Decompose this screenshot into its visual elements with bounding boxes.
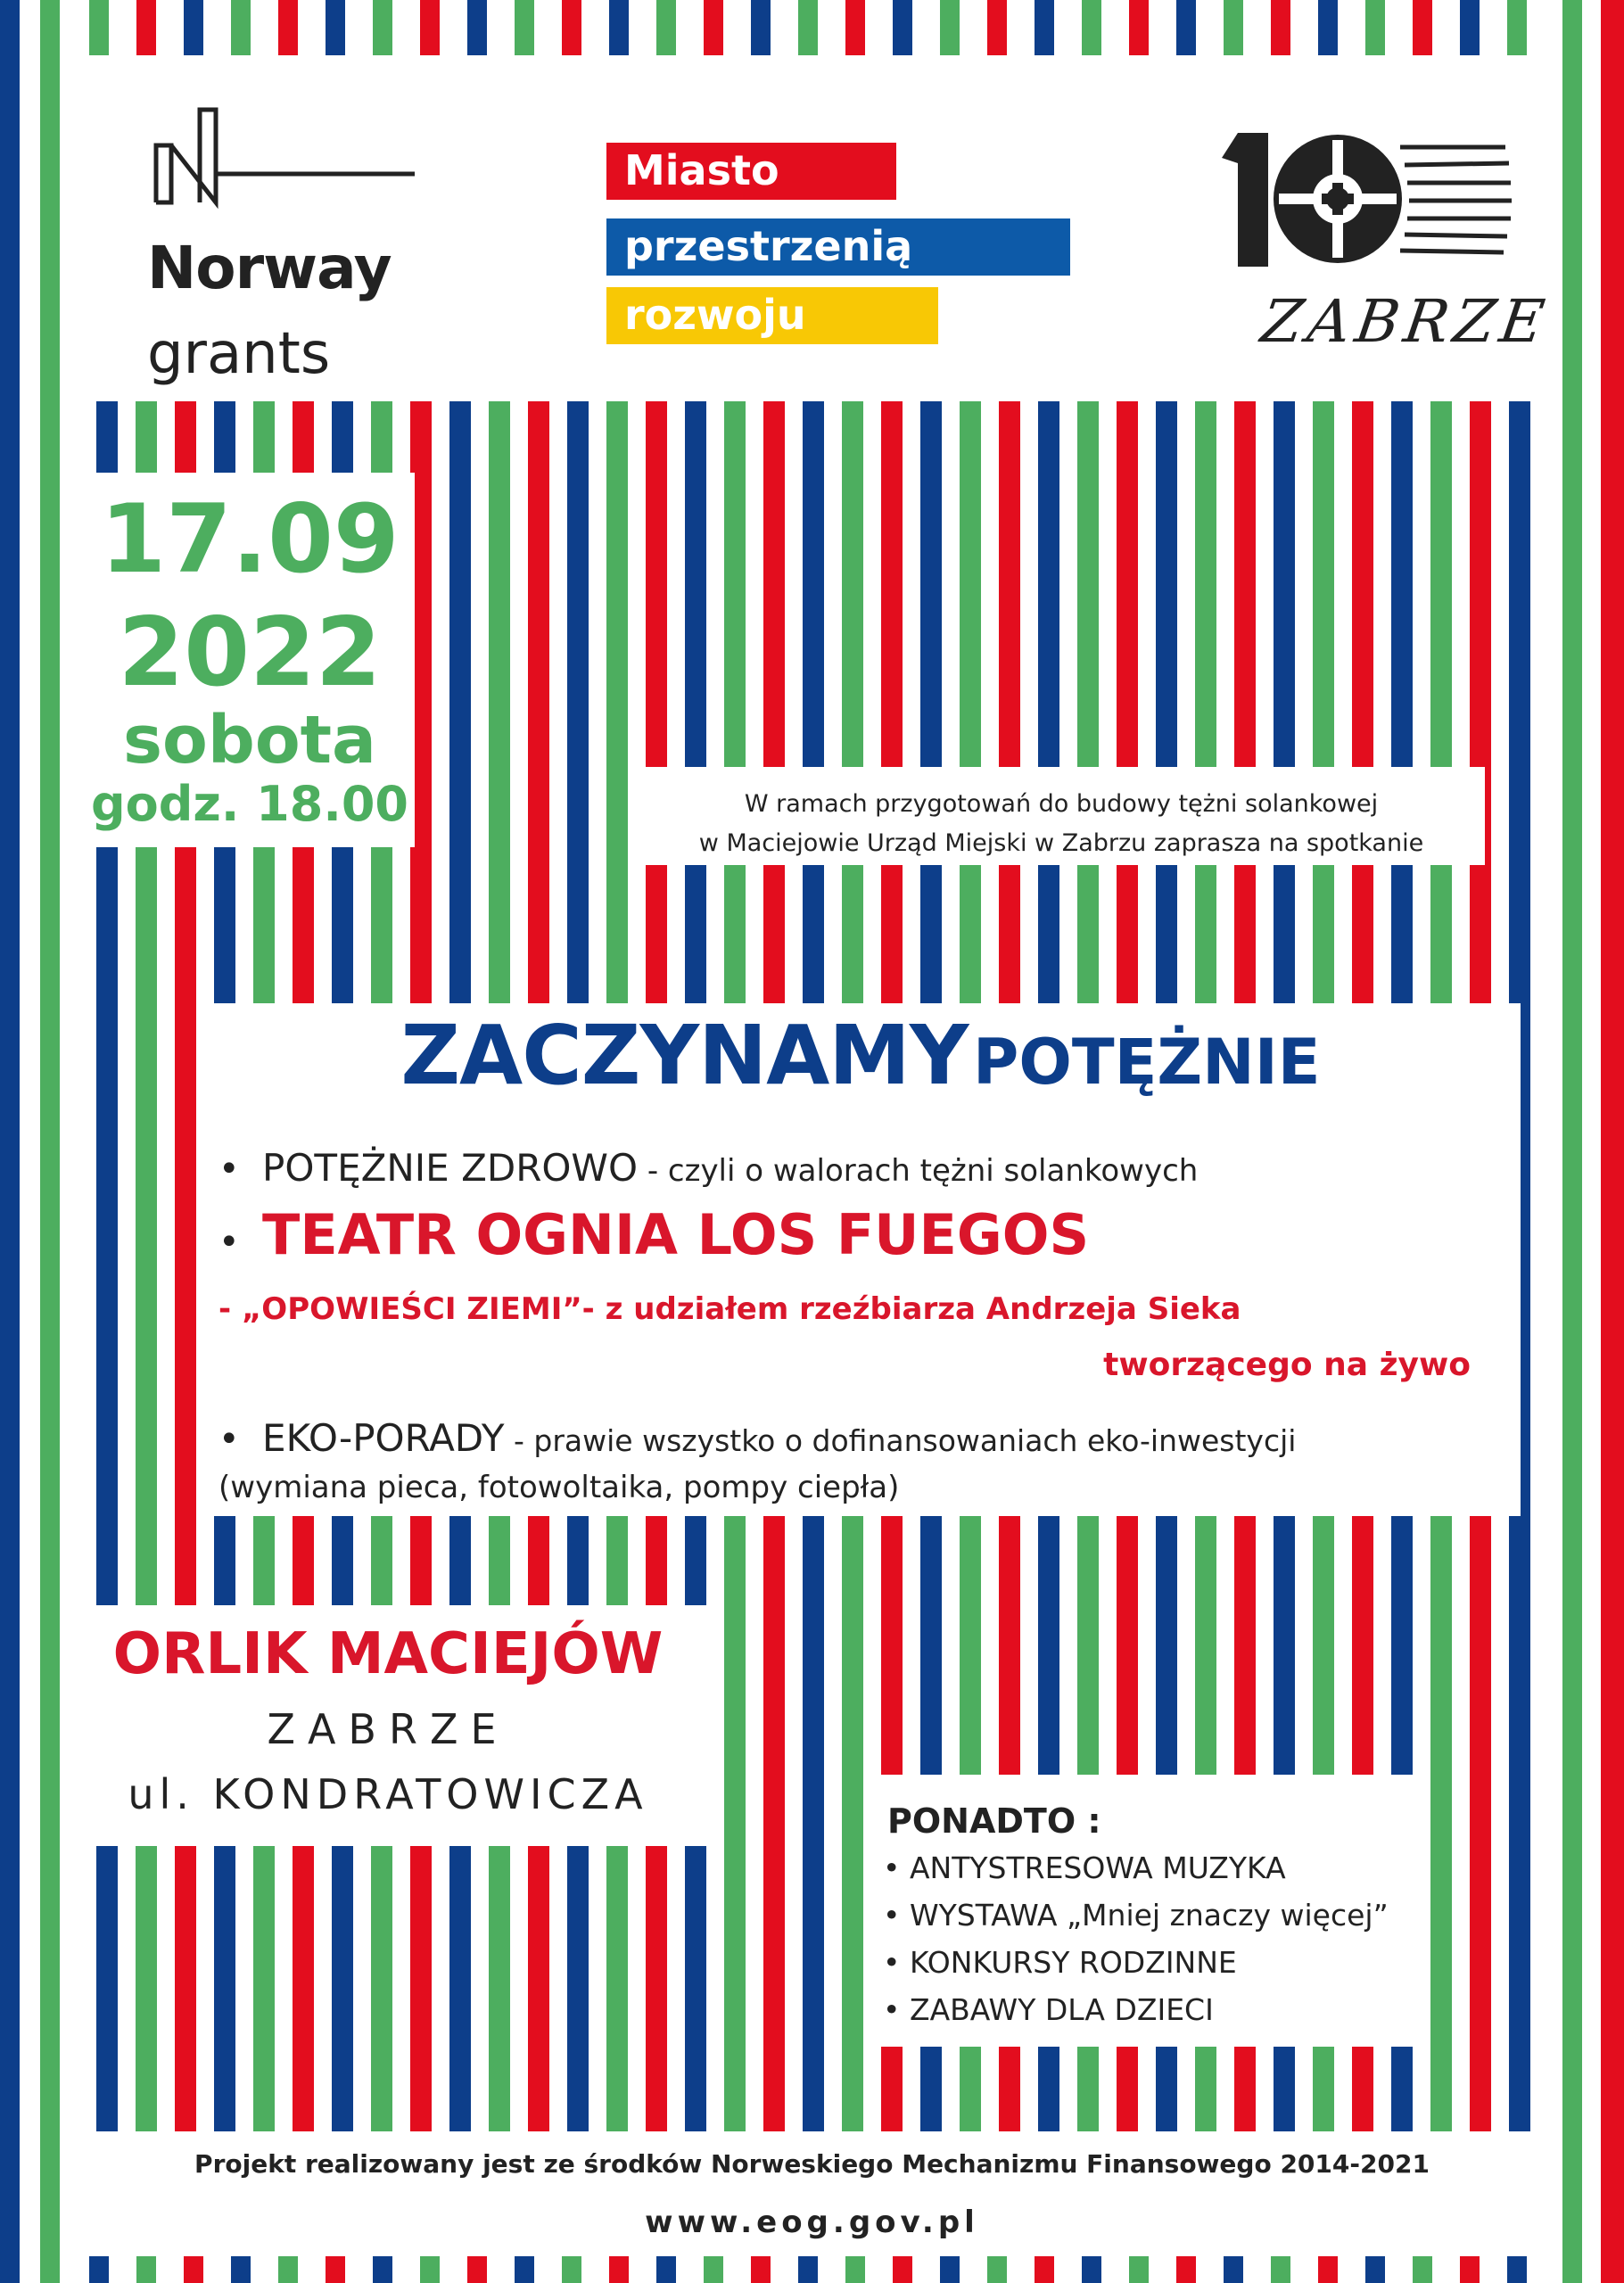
stripe: [1601, 0, 1624, 2283]
extras-item: • ANTYSTRESOWA MUZYKA: [883, 1850, 1286, 1885]
miasto-badge-line1: Miasto: [606, 143, 896, 200]
headline: [232, 1008, 1489, 1103]
program-item-3: [218, 1416, 1296, 1460]
program-item-1-desc: - czyli o walorach tężni solankowych: [638, 1153, 1199, 1189]
stripe: [845, 2256, 865, 2283]
extras-title: PONADTO :: [887, 1801, 1101, 1841]
stripe: [1035, 0, 1054, 55]
stripe: [326, 0, 345, 55]
stripe: [893, 0, 912, 55]
stripe: [1365, 0, 1385, 55]
bullet-dot-icon: •: [218, 1419, 263, 1460]
bullet-dot-icon: •: [218, 1149, 263, 1190]
funding-note: Projekt realizowany jest ze środków Norweskiego Mechanizmu Finansowego 2014-2021: [194, 2149, 1430, 2179]
stripe: [467, 0, 487, 55]
stripe: [1271, 2256, 1290, 2283]
headline-part1: ZACZYNAMY: [400, 1008, 969, 1103]
venue-city: ZABRZE: [267, 1705, 509, 1753]
stripe: [987, 0, 1007, 55]
extras-item-label: KONKURSY RODZINNE: [909, 1945, 1237, 1980]
zabrze-handwritten-text: ZABRZE: [1257, 287, 1554, 356]
stripe: [420, 0, 440, 55]
stripe: [373, 0, 392, 55]
stripe: [1413, 2256, 1432, 2283]
website-link[interactable]: www.eog.gov.pl: [645, 2205, 979, 2240]
stripe: [1460, 0, 1480, 55]
stripe: [515, 2256, 534, 2283]
stripe: [184, 0, 203, 55]
stripe: [420, 2256, 440, 2283]
stripe: [1318, 0, 1338, 55]
stripe: [1224, 0, 1243, 55]
stripe: [893, 2256, 912, 2283]
stripe: [987, 2256, 1007, 2283]
stripe: [609, 0, 629, 55]
stripe: [940, 2256, 960, 2283]
stripe: [1129, 2256, 1149, 2283]
stripe: [751, 2256, 771, 2283]
stripe: [1562, 0, 1582, 2283]
event-year: 2022: [118, 598, 382, 707]
headline-part2: POTĘŻNIE: [973, 1026, 1321, 1099]
stripe: [89, 0, 109, 55]
event-weekday: sobota: [122, 702, 376, 779]
program-item-1: [218, 1146, 1198, 1190]
stripe: [1507, 2256, 1527, 2283]
stripe: [231, 0, 251, 55]
stripe: [1460, 2256, 1480, 2283]
program-item-3-title: EKO-PORADY: [262, 1416, 505, 1460]
stripe: [0, 0, 20, 2283]
stripe: [562, 0, 581, 55]
intro-text: [655, 785, 1467, 863]
program-item-2: [218, 1202, 1089, 1267]
stripe: [1082, 2256, 1101, 2283]
stripe: [798, 2256, 818, 2283]
extras-item-label: WYSTAWA „Mniej znaczy więcej”: [909, 1898, 1389, 1933]
program-item-2-sub2: tworzącego na żywo: [1103, 1347, 1471, 1383]
stripe: [373, 2256, 392, 2283]
stripe: [656, 0, 676, 55]
stripe: [231, 2256, 251, 2283]
stripe: [562, 2256, 581, 2283]
program-item-3-desc2: (wymiana pieca, fotowoltaika, pompy ciepła): [218, 1470, 900, 1505]
miasto-badge-line3: rozwoju: [606, 287, 938, 344]
stripe: [515, 0, 534, 55]
stripe: [1176, 2256, 1196, 2283]
event-date: 17.09: [100, 484, 400, 594]
event-time: godz. 18.00: [91, 776, 408, 832]
stripe: [609, 2256, 629, 2283]
stripe: [1176, 0, 1196, 55]
venue-street: ul. KONDRATOWICZA: [128, 1770, 648, 1818]
stripe: [704, 2256, 723, 2283]
extras-item: • WYSTAWA „Mniej znaczy więcej”: [883, 1898, 1389, 1933]
program-item-1-title: POTĘŻNIE ZDROWO: [262, 1146, 639, 1190]
stripe: [467, 2256, 487, 2283]
stripe: [1413, 0, 1432, 55]
stripe: [278, 0, 298, 55]
stripe: [326, 2256, 345, 2283]
stripe: [656, 2256, 676, 2283]
stripe: [1035, 2256, 1054, 2283]
stripe: [40, 0, 60, 2283]
program-item-2-title: TEATR OGNIA LOS FUEGOS: [262, 1202, 1090, 1267]
stripe: [89, 2256, 109, 2283]
extras-item-label: ANTYSTRESOWA MUZYKA: [909, 1850, 1286, 1885]
stripe: [1224, 2256, 1243, 2283]
stripe: [1082, 0, 1101, 55]
bullet-dot-icon: •: [218, 1222, 263, 1263]
grants-logo-text: grants: [147, 321, 331, 387]
stripe: [940, 0, 960, 55]
extras-item: • KONKURSY RODZINNE: [883, 1945, 1237, 1980]
stripe: [751, 0, 771, 55]
stripe: [845, 0, 865, 55]
intro-line-2: w Maciejowie Urząd Miejski w Zabrzu zaprasza na spotkanie: [698, 829, 1424, 857]
venue-name: ORLIK MACIEJÓW: [112, 1621, 664, 1687]
miasto-badge-line2: przestrzenią: [606, 218, 1070, 276]
extras-item-label: ZABAWY DLA DZIECI: [909, 1992, 1214, 2027]
stripe: [704, 0, 723, 55]
stripe: [1129, 0, 1149, 55]
intro-line-1: W ramach przygotowań do budowy tężni solankowej: [744, 790, 1379, 818]
stripe: [136, 2256, 156, 2283]
stripe: [798, 0, 818, 55]
stripe: [1365, 2256, 1385, 2283]
extras-item: • ZABAWY DLA DZIECI: [883, 1992, 1214, 2027]
stripe: [136, 0, 156, 55]
norway-logo-text: Norway: [147, 234, 392, 302]
stripe: [1507, 0, 1527, 55]
norway-grants-logo-icon: [152, 103, 419, 210]
program-item-3-desc: - prawie wszystko o dofinansowaniach eko-inwestycji: [504, 1423, 1297, 1458]
stripe: [1271, 0, 1290, 55]
program-item-2-sub1: - „OPOWIEŚCI ZIEMI”- z udziałem rzeźbiarza Andrzeja Sieka: [218, 1291, 1241, 1327]
stripe: [1318, 2256, 1338, 2283]
stripe: [278, 2256, 298, 2283]
stripe: [184, 2256, 203, 2283]
